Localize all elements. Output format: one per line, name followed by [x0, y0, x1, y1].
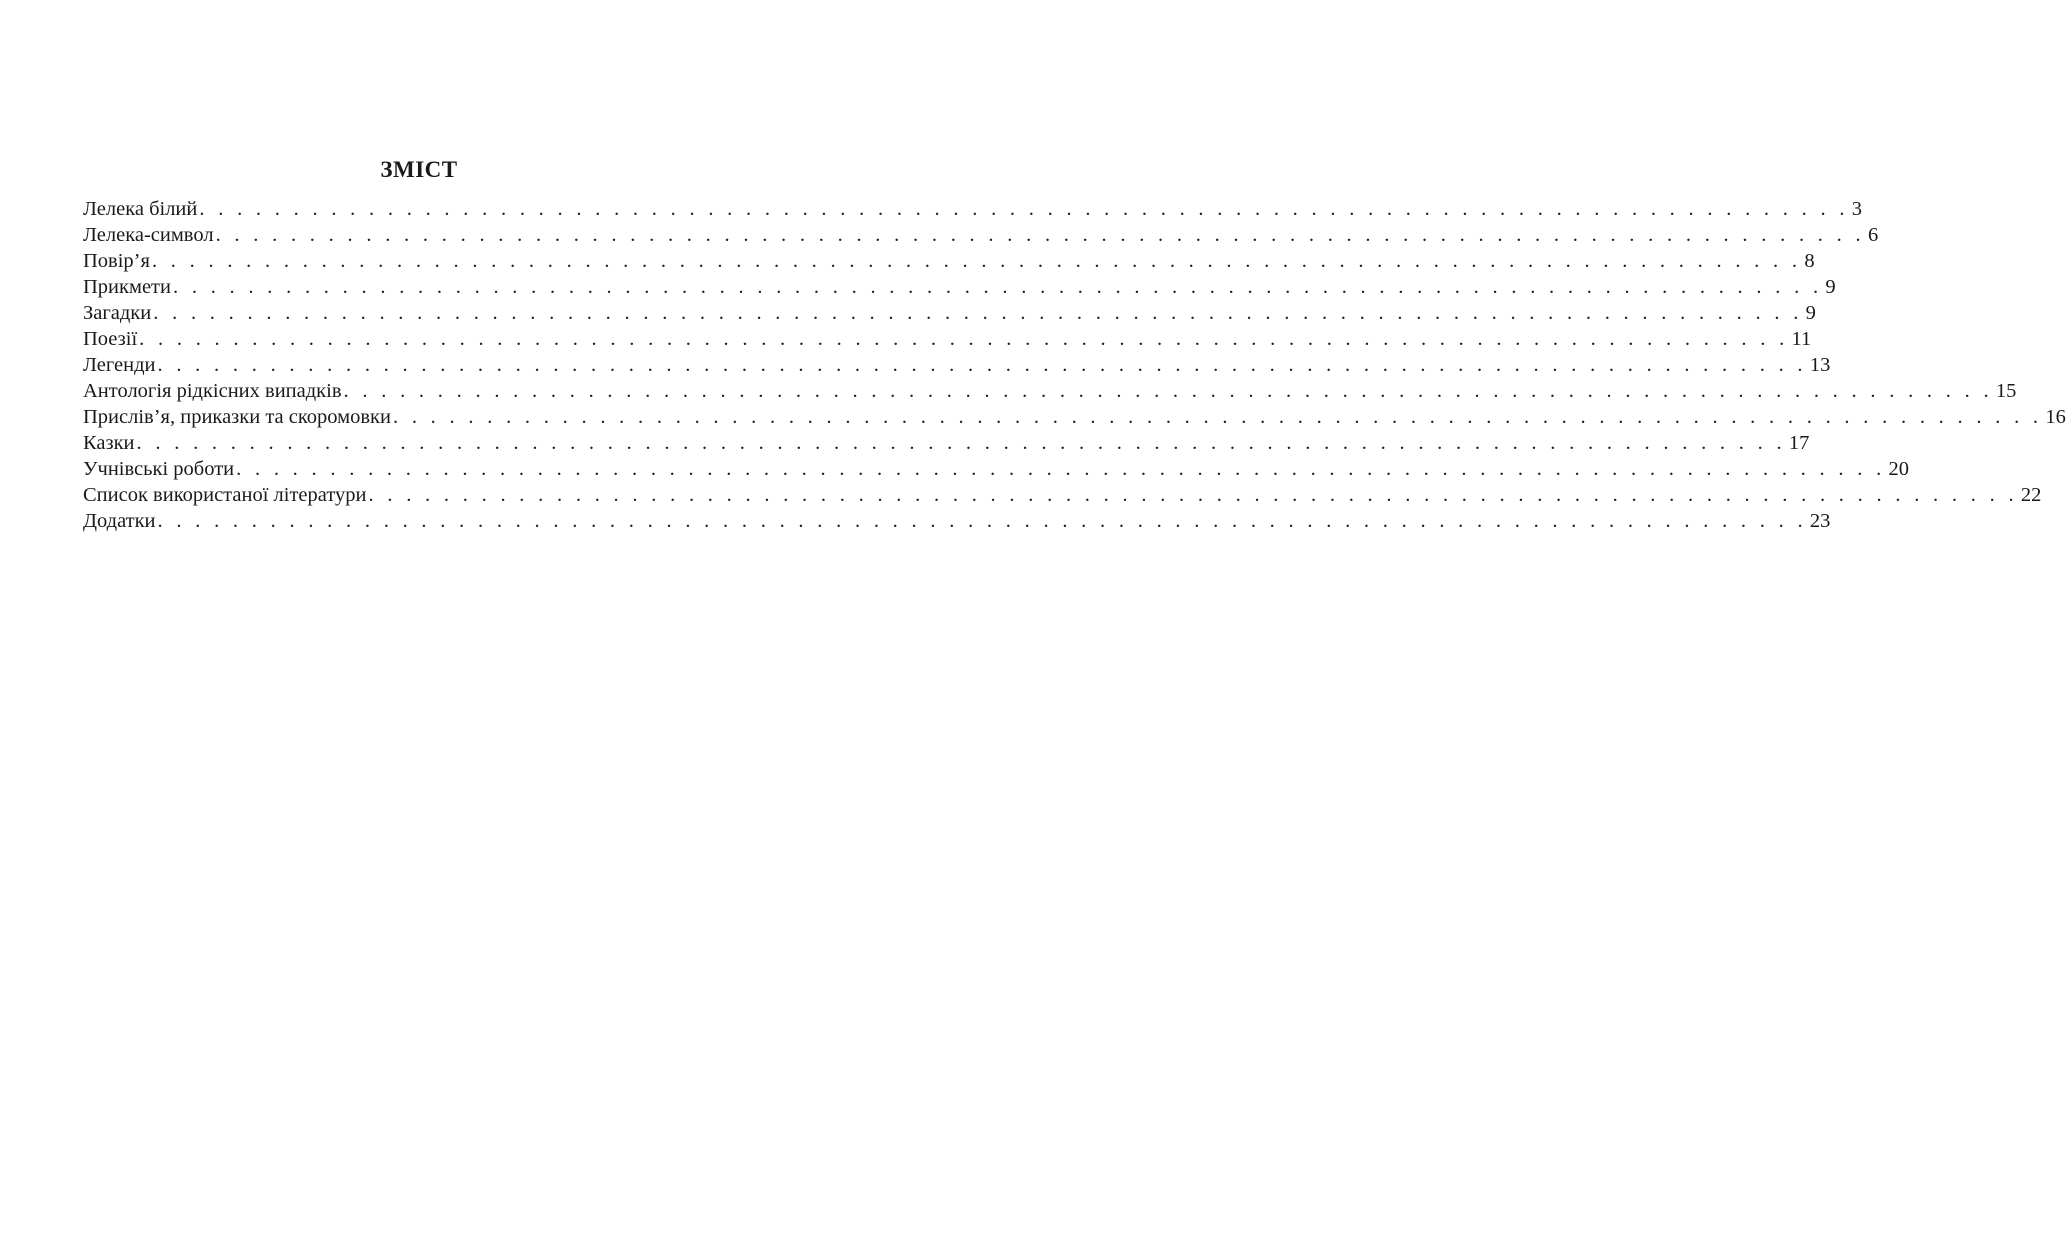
toc-dot-leader: . . . . . . . . . . . . . . . . . . . . . . . . . . . . . . . . . . . . . . . . . . . . . . . . . . . . . . . . . . . . . . . . . . . . . . . . . . . . . . . . . . . . . . . . [392, 406, 2043, 428]
toc-entry-appendices[interactable] [83, 508, 1831, 534]
toc-entry-stork-white[interactable] [83, 196, 1862, 222]
toc-entry-label: Повір’я [83, 250, 150, 272]
toc-entry-label: Прикмети [83, 276, 171, 298]
toc-entry-label: Легенди [83, 354, 156, 376]
toc-entry-label: Казки [83, 432, 135, 454]
toc-dot-leader: . . . . . . . . . . . . . . . . . . . . . . . . . . . . . . . . . . . . . . . . . . . . . . . . . . . . . . . . . . . . . . . . . . . . . . . . . . . . . . . . . . . . . . . . [236, 458, 1886, 480]
toc-entry-label: Додатки [83, 510, 156, 532]
toc-entry-label: Антологія рідкісних випадків [83, 380, 342, 402]
toc-entry-label: Прислів’я, приказки та скоромовки [83, 406, 391, 428]
toc-entry-page: 15 [1995, 380, 2017, 402]
toc-dot-leader: . . . . . . . . . . . . . . . . . . . . . . . . . . . . . . . . . . . . . . . . . . . . . . . . . . . . . . . . . . . . . . . . . . . . . . . . . . . . . . . . . . . . . . . . [173, 276, 1823, 298]
table-of-contents [83, 196, 2066, 534]
toc-entry-label: Учнівські роботи [83, 458, 235, 480]
toc-entry-label: Лелека-символ [83, 224, 214, 246]
toc-entry-page: 17 [1788, 432, 1810, 454]
toc-entry-legends[interactable] [83, 352, 1831, 378]
toc-entry-page: 22 [2020, 484, 2042, 506]
toc-entry-riddles[interactable] [83, 300, 1816, 326]
toc-entry-page: 13 [1809, 354, 1831, 376]
toc-entry-beliefs[interactable] [83, 248, 1815, 274]
toc-entry-bibliography[interactable] [83, 482, 2042, 508]
toc-dot-leader: . . . . . . . . . . . . . . . . . . . . . . . . . . . . . . . . . . . . . . . . . . . . . . . . . . . . . . . . . . . . . . . . . . . . . . . . . . . . . . . . . . . . . . . . [153, 302, 1803, 324]
toc-dot-leader: . . . . . . . . . . . . . . . . . . . . . . . . . . . . . . . . . . . . . . . . . . . . . . . . . . . . . . . . . . . . . . . . . . . . . . . . . . . . . . . . . . . . . . . . [343, 380, 1993, 402]
toc-entry-label: Поезії [83, 328, 138, 350]
toc-dot-leader: . . . . . . . . . . . . . . . . . . . . . . . . . . . . . . . . . . . . . . . . . . . . . . . . . . . . . . . . . . . . . . . . . . . . . . . . . . . . . . . . . . . . . . . . [139, 328, 1789, 350]
toc-entry-page: 8 [1804, 250, 1815, 272]
toc-entry-page: 11 [1791, 328, 1812, 350]
toc-dot-leader: . . . . . . . . . . . . . . . . . . . . . . . . . . . . . . . . . . . . . . . . . . . . . . . . . . . . . . . . . . . . . . . . . . . . . . . . . . . . . . . . . . . . . . . . [157, 354, 1807, 376]
toc-entry-student-works[interactable] [83, 456, 1909, 482]
toc-dot-leader: . . . . . . . . . . . . . . . . . . . . . . . . . . . . . . . . . . . . . . . . . . . . . . . . . . . . . . . . . . . . . . . . . . . . . . . . . . . . . . . . . . . . . . . . [157, 510, 1807, 532]
toc-entry-page: 23 [1809, 510, 1831, 532]
toc-entry-anthology[interactable] [83, 378, 2017, 404]
toc-entry-proverbs[interactable] [83, 404, 2066, 430]
page-title: ЗМІСТ [380, 157, 458, 182]
toc-entry-omens[interactable] [83, 274, 1836, 300]
toc-entry-page: 9 [1825, 276, 1836, 298]
toc-dot-leader: . . . . . . . . . . . . . . . . . . . . . . . . . . . . . . . . . . . . . . . . . . . . . . . . . . . . . . . . . . . . . . . . . . . . . . . . . . . . . . . . . . . . . . . . [151, 250, 1802, 272]
toc-entry-stork-symbol[interactable] [83, 222, 1879, 248]
toc-entry-label: Загадки [83, 302, 152, 324]
toc-entry-page: 16 [2045, 406, 2066, 428]
toc-dot-leader: . . . . . . . . . . . . . . . . . . . . . . . . . . . . . . . . . . . . . . . . . . . . . . . . . . . . . . . . . . . . . . . . . . . . . . . . . . . . . . . . . . . . . . . . [215, 224, 1865, 246]
toc-entry-page: 3 [1851, 198, 1862, 220]
toc-entry-page: 20 [1888, 458, 1909, 480]
toc-entry-label: Список використаної літератури [83, 484, 367, 506]
toc-entry-page: 6 [1867, 224, 1879, 246]
toc-dot-leader: . . . . . . . . . . . . . . . . . . . . . . . . . . . . . . . . . . . . . . . . . . . . . . . . . . . . . . . . . . . . . . . . . . . . . . . . . . . . . . . . . . . . . . . . [368, 484, 2018, 506]
toc-entry-label: Лелека білий [83, 198, 198, 220]
toc-entry-tales[interactable] [83, 430, 1810, 456]
toc-entry-poems[interactable] [83, 326, 1812, 352]
toc-dot-leader: . . . . . . . . . . . . . . . . . . . . . . . . . . . . . . . . . . . . . . . . . . . . . . . . . . . . . . . . . . . . . . . . . . . . . . . . . . . . . . . . . . . . . . . . [199, 198, 1849, 220]
toc-entry-page: 9 [1805, 302, 1816, 324]
toc-dot-leader: . . . . . . . . . . . . . . . . . . . . . . . . . . . . . . . . . . . . . . . . . . . . . . . . . . . . . . . . . . . . . . . . . . . . . . . . . . . . . . . . . . . . . . . . [136, 432, 1786, 454]
